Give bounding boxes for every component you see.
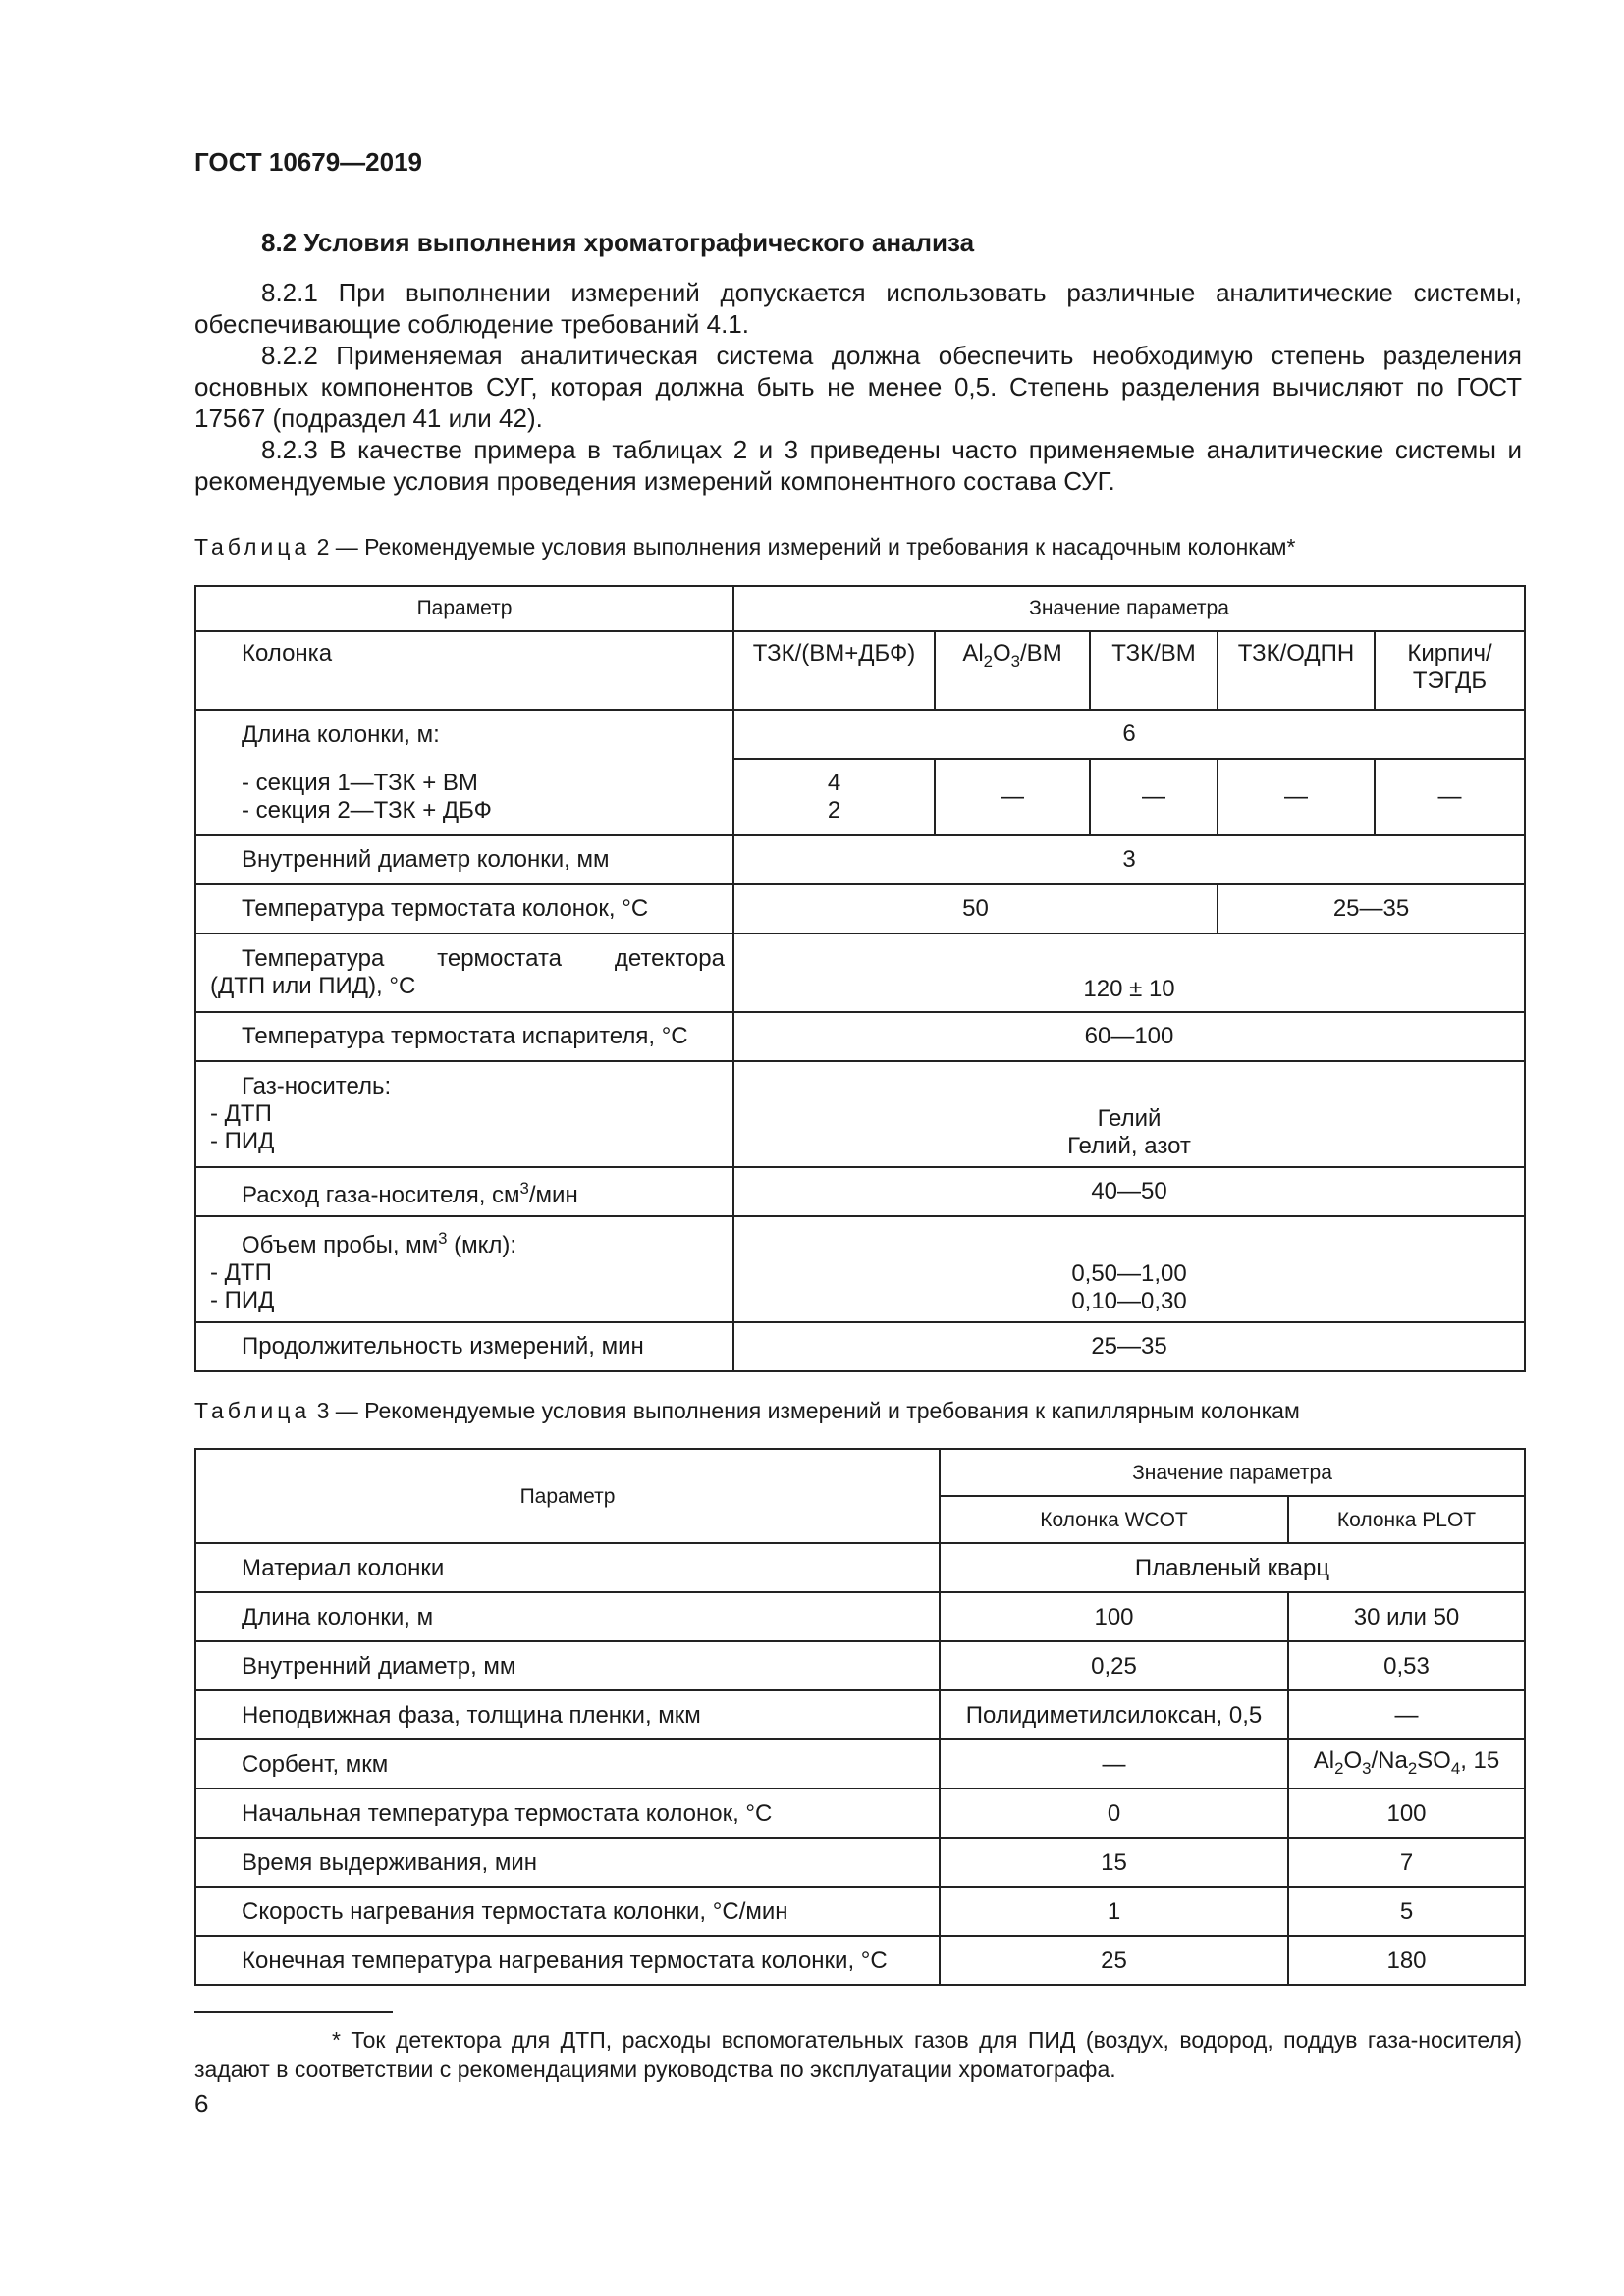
table2-row-sections (195, 759, 1525, 835)
table2-row-duration (195, 1322, 1525, 1371)
table2-row-length (195, 710, 1525, 759)
table2-oven-temp-value1: 50 (733, 884, 1218, 934)
table2-oven-temp-value2: 25—35 (1218, 884, 1525, 934)
table3-row-sorbent (195, 1739, 1525, 1789)
table2-col-al2o3-vm: $Al_2O_3/ВМ$ (935, 631, 1090, 710)
table3-row-plot: 0,53 (1288, 1641, 1525, 1690)
table3-row-wcot: 25 (940, 1936, 1288, 1985)
table2-det-temp-label: Температура термостата детектора (ДТП или ПИД), °С (195, 934, 733, 1012)
paragraph-8-2-1: 8.2.1 При выполнении измерений допускается использовать различные аналитические системы, обеспечивающие соблюдение требований 4.1. (194, 278, 1522, 339)
table3-row-label: Неподвижная фаза, толщина пленки, мкм (195, 1690, 940, 1739)
table2-sections-label: - секция 1—ТЗК + ВМ - секция 2—ТЗК + ДБФ (195, 759, 733, 835)
table3-row-wcot: 15 (940, 1838, 1288, 1887)
table2-dash-cell: — (935, 759, 1090, 835)
table2-evap-temp-value: 60—100 (733, 1012, 1525, 1061)
table3-material-value: Плавленый кварц (940, 1543, 1525, 1592)
table2-row-carrier (195, 1061, 1525, 1167)
table-row (195, 1838, 1525, 1887)
table2-dash-cell: — (1218, 759, 1375, 835)
document-code-header: ГОСТ 10679—2019 (194, 147, 422, 177)
table2-carrier-label: Газ-носитель: - ДТП - ПИД (195, 1061, 733, 1167)
table2-carrier-value: Гелий Гелий, азот (733, 1061, 1525, 1167)
table3-row-wcot: Полидиметилсилоксан, 0,5 (940, 1690, 1288, 1739)
table3-sorbent-plot: $Al_2O_3/Na_2SO_4$, 15 (1288, 1739, 1525, 1789)
table2-oven-temp-label: Температура термостата колонок, °С (195, 884, 733, 934)
table2-row-oven-temp (195, 884, 1525, 934)
page-number: 6 (194, 2089, 209, 2118)
table3-row-plot: 7 (1288, 1838, 1525, 1887)
table2-det-temp-value: 120 ± 10 (733, 934, 1525, 1012)
table2-col-tzk-odpn: ТЗК/ОДПН (1218, 631, 1375, 710)
table3-sorbent-wcot: — (940, 1739, 1288, 1789)
table3-row-material (195, 1543, 1525, 1592)
table-row (195, 1789, 1525, 1838)
table3-col-plot: Колонка PLOT (1288, 1496, 1525, 1543)
table2-col-tzk-vm-dbf: ТЗК/(ВМ+ДБФ) (733, 631, 935, 710)
table2-row-flow (195, 1167, 1525, 1216)
footnote-divider (194, 2011, 393, 2013)
table2-volume-value: 0,50—1,00 0,10—0,30 (733, 1216, 1525, 1322)
table3-col-wcot: Колонка WCOT (940, 1496, 1288, 1543)
table3-caption (194, 1398, 1300, 1424)
table2-inner-diam-label: Внутренний диаметр колонки, мм (195, 835, 733, 884)
table2-length-value: 6 (733, 710, 1525, 759)
table-row (195, 1592, 1525, 1641)
footnote: * Ток детектора для ДТП, расходы вспомогательных газов для ПИД (воздух, водород, поддув газа-носителя) задают в соответствии с рекомендациями руководства по эксплуатации хроматографа. (194, 2027, 1522, 2082)
table3-header-row (195, 1449, 1525, 1496)
table3-row-label: Длина колонки, м (195, 1592, 940, 1641)
table3-row-label: Внутренний диаметр, мм (195, 1641, 940, 1690)
table3-row-wcot: 0,25 (940, 1641, 1288, 1690)
table3-row-wcot: 100 (940, 1592, 1288, 1641)
table3-sorbent-label: Сорбент, мкм (195, 1739, 940, 1789)
table3-caption-text: 3 — Рекомендуемые условия выполнения измерений и требования к капиллярным колонкам (316, 1398, 1300, 1423)
table-row (195, 1690, 1525, 1739)
table2-caption-text: 2 — Рекомендуемые условия выполнения измерений и требования к насадочным колонкам* (316, 534, 1296, 560)
table2-header-value: Значение параметра (733, 586, 1525, 631)
table2-dash-cell: — (1090, 759, 1218, 835)
table2-volume-label: Объем пробы, $мм^3$ (мкл): - ДТП - ПИД (195, 1216, 733, 1322)
table2-row-inner-diam (195, 835, 1525, 884)
table3-row-wcot: 1 (940, 1887, 1288, 1936)
table3-row-wcot: 0 (940, 1789, 1288, 1838)
table-3 (194, 1448, 1526, 1986)
table2-length-label: Длина колонки, м: (195, 710, 733, 759)
table3-row-label: Скорость нагревания термостата колонки, °С/мин (195, 1887, 940, 1936)
table3-row-label: Время выдерживания, мин (195, 1838, 940, 1887)
table2-flow-value: 40—50 (733, 1167, 1525, 1216)
table2-sections-value: 4 2 (733, 759, 935, 835)
table2-caption-label: Таблица (194, 534, 311, 560)
table2-col-brick-tegdb: Кирпич/ ТЭГДБ (1375, 631, 1525, 710)
table2-header-param: Параметр (195, 586, 733, 631)
table2-duration-label: Продолжительность измерений, мин (195, 1322, 733, 1371)
table-row (195, 1887, 1525, 1936)
table3-row-plot: 30 или 50 (1288, 1592, 1525, 1641)
table3-row-plot: 5 (1288, 1887, 1525, 1936)
table2-flow-label: Расход газа-носителя, $см^3$/мин (195, 1167, 733, 1216)
table-2 (194, 585, 1526, 1372)
table2-dash-cell: — (1375, 759, 1525, 835)
table2-row-det-temp (195, 934, 1525, 1012)
table2-header-row (195, 586, 1525, 631)
table-row (195, 1641, 1525, 1690)
table2-col-tzk-vm: ТЗК/ВМ (1090, 631, 1218, 710)
table3-header-param: Параметр (195, 1449, 940, 1543)
table-row (195, 1936, 1525, 1985)
table2-row-volume (195, 1216, 1525, 1322)
table3-row-plot: 180 (1288, 1936, 1525, 1985)
table3-material-label: Материал колонки (195, 1543, 940, 1592)
table3-row-label: Конечная температура нагревания термостата колонки, °С (195, 1936, 940, 1985)
table3-header-value: Значение параметра (940, 1449, 1525, 1496)
table3-row-label: Начальная температура термостата колонок, °С (195, 1789, 940, 1838)
table2-column-label: Колонка (195, 631, 733, 710)
table3-caption-label: Таблица (194, 1398, 311, 1423)
paragraph-8-2-3: 8.2.3 В качестве примера в таблицах 2 и 3 приведены часто применяемые аналитические системы и рекомендуемые условия проведения измерений компонентного состава СУГ. (194, 435, 1522, 496)
section-title: 8.2 Условия выполнения хроматографического анализа (261, 228, 975, 257)
table2-inner-diam-value: 3 (733, 835, 1525, 884)
table3-row-plot: 100 (1288, 1789, 1525, 1838)
table2-row-evap-temp (195, 1012, 1525, 1061)
table2-column-row (195, 631, 1525, 710)
paragraph-8-2-2: 8.2.2 Применяемая аналитическая система должна обеспечить необходимую степень разделения основных компонентов СУГ, которая должна быть не менее 0,5. Степень разделения вычисляют по ГОСТ 17567 (подраздел 41 или 42). (194, 341, 1522, 433)
table2-duration-value: 25—35 (733, 1322, 1525, 1371)
table2-evap-temp-label: Температура термостата испарителя, °С (195, 1012, 733, 1061)
table3-row-plot: — (1288, 1690, 1525, 1739)
table2-caption (194, 534, 1295, 561)
